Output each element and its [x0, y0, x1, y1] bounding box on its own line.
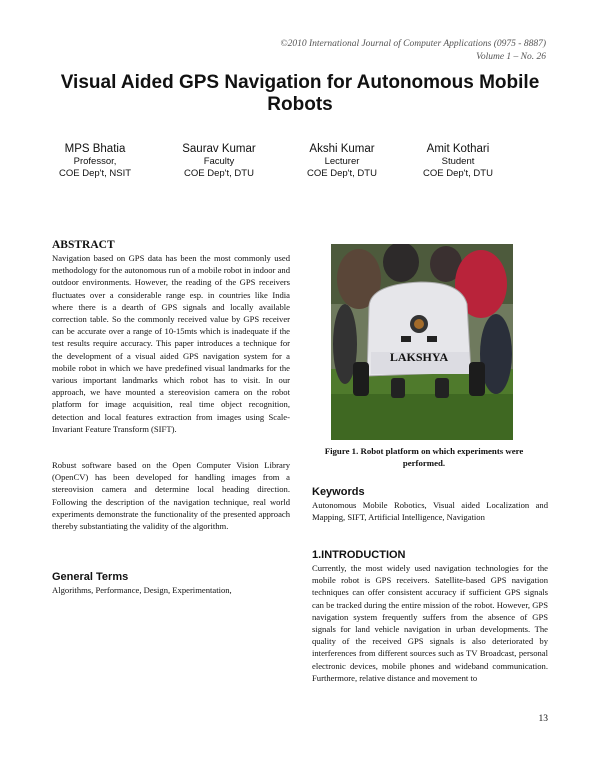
- author-role: Student: [441, 156, 475, 167]
- author-role: Lecturer: [324, 156, 360, 167]
- paper-title: Visual Aided GPS Navigation for Autonomous Mobile Robots: [60, 72, 540, 115]
- author-name: Amit Kothari: [426, 143, 490, 155]
- introduction-heading: 1.INTRODUCTION: [312, 549, 406, 561]
- author-affiliation: COE Dep't, NSIT: [58, 168, 132, 179]
- author-role: Professor,: [73, 156, 117, 167]
- robot-photo-illustration: [331, 244, 513, 440]
- abstract-paragraph-1: Navigation based on GPS data has been the most commonly used methodology for the autonomous run of a mobile robot in indoor and outdoor environments. However, the reading of the GPS receivers fluctuates over a considerable range esp. in countries like India where there is a dearth of GPS signals and locally available correction table. So the commonly received value by GPS receiver can be accurate over a range of 10-15mts which is inadequate if the test results require accuracy. This paper introduces a technique for the development of a visual aided GPS navigation system for a mobile robot in which we have predefined visual landmarks for the various important landmarks which robot has to visit. In our approach, we have mounted a stereovision camera on the robot platform for image acquisition, real time object recognition, detection and local features extraction from images using Scale-Invariant Feature Transform (SIFT).: [52, 253, 290, 434]
- keywords-text: Autonomous Mobile Robotics, Visual aided Localization and Mapping, SIFT, Artificial Intelligence, Navigation: [312, 500, 548, 523]
- journal-citation: ©2010 International Journal of Computer Applications (0975 - 8887): [280, 39, 546, 49]
- author-affiliation: COE Dep't, DTU: [184, 168, 254, 179]
- keywords-heading: Keywords: [312, 486, 365, 498]
- author-2: [154, 142, 284, 180]
- author-name: MPS Bhatia: [64, 143, 126, 155]
- abstract-paragraph-2: Robust software based on the Open Computer Vision Library (OpenCV) has been developed for handling images from a stereovision camera and determine local heading direction. Following the description of the navigation technique, real world experiments demonstrate the functionality of the presented approach thereby substantiating the validity of the algorithm.: [52, 460, 290, 532]
- author-affiliation: COE Dep't, DTU: [307, 168, 377, 179]
- journal-header: [280, 38, 546, 64]
- abstract-heading: ABSTRACT: [52, 239, 115, 251]
- robot-label: LAKSHYA: [389, 350, 449, 364]
- introduction-text: Currently, the most widely used navigation technologies for the mobile robot is GPS receivers. Satellite-based GPS navigation techniques can offer consistent accuracy if sufficient GPS signals can be tracked during the entire mission of the robot. However, GPS navigation system frequently suffers from the absence of GPS signals for land vehicle navigation in urban developments. The quality of the received GPS signals is also deteriorated by interferences from different sources such as TV Broadcast, personal electronic devices, mobile phones and wideband communication. Furthermore, relative distance and movement to: [312, 563, 548, 683]
- author-affiliation: COE Dep't, DTU: [423, 168, 493, 179]
- author-1: [30, 142, 160, 180]
- robot-photo: [331, 244, 513, 440]
- figure-caption: Figure 1. Robot platform on which experiments were performed.: [324, 446, 524, 468]
- author-4: [393, 142, 523, 180]
- author-name: Saurav Kumar: [182, 143, 256, 155]
- page-number: 13: [538, 714, 548, 724]
- general-terms-text: Algorithms, Performance, Design, Experimentation,: [52, 585, 232, 595]
- author-3: [277, 142, 407, 180]
- author-name: Akshi Kumar: [309, 143, 375, 155]
- author-role: Faculty: [203, 156, 235, 167]
- journal-volume: Volume 1 – No. 26: [476, 52, 546, 62]
- general-terms-heading: General Terms: [52, 571, 129, 583]
